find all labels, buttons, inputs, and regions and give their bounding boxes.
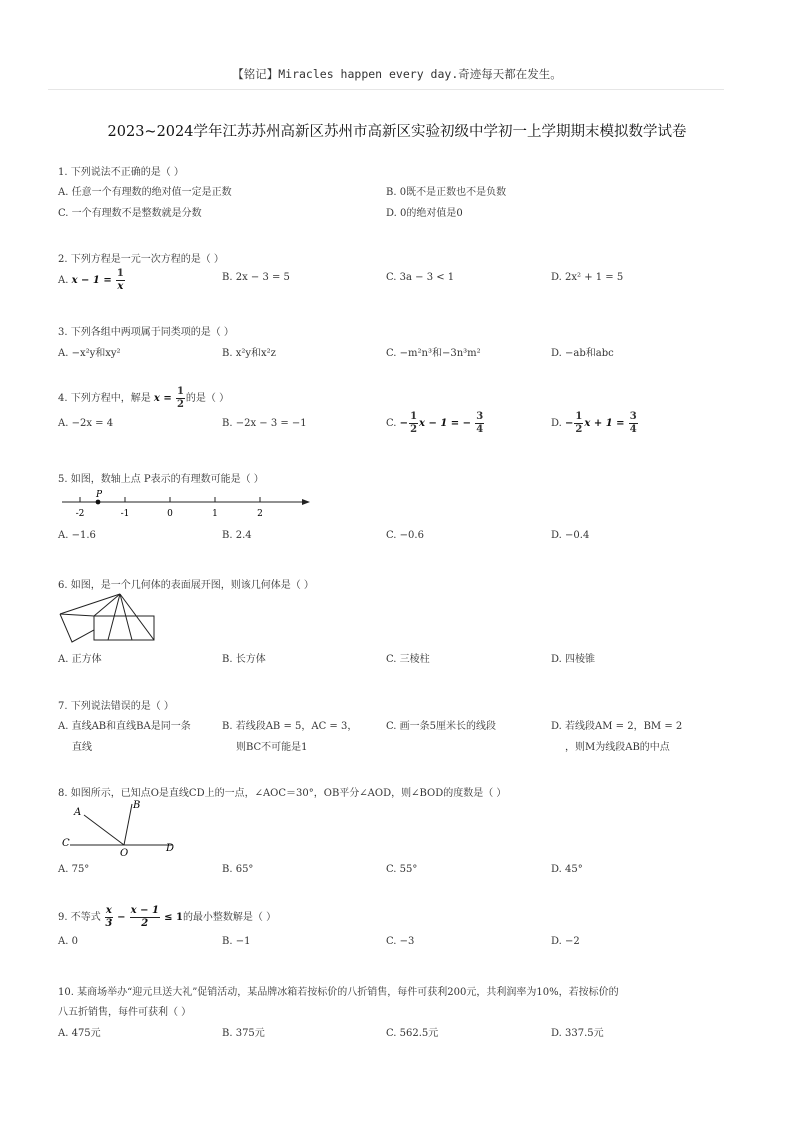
number-line-figure <box>58 488 318 520</box>
question-stem: 1. 下列说法不正确的是（ ） <box>58 167 184 178</box>
option-d[interactable] <box>551 412 639 435</box>
net-edge <box>108 594 120 640</box>
option-d[interactable]: D. 四棱锥 <box>551 654 596 665</box>
fraction <box>116 269 125 292</box>
option-d[interactable]: D. 45° <box>551 864 583 875</box>
equation-mid: x + 1 = <box>584 418 625 429</box>
option-a[interactable]: A. 0 <box>58 936 78 947</box>
option-b[interactable]: B. x²y和x²z <box>222 348 276 359</box>
equation-lhs: x − 1 = <box>71 275 112 286</box>
option-line: 直线 <box>72 742 92 753</box>
ray-ob <box>124 804 132 845</box>
label-a: A <box>74 807 82 818</box>
option-d[interactable]: D. 2x² + 1 = 5 <box>551 272 624 283</box>
ray-oa <box>84 815 124 845</box>
question-stem: 10. 某商场举办“迎元旦送大礼”促销活动，某品牌冰箱若按标价的八折销售，每件可获利200元，共利润率为10%，若按标价的 <box>58 987 619 998</box>
angle-figure <box>58 798 188 860</box>
label-b: B <box>133 800 141 811</box>
numerator: x − 1 <box>130 905 159 916</box>
question-stem: 2. 下列方程是一元一次方程的是（ ） <box>58 254 224 265</box>
question-8 <box>58 784 738 880</box>
option-a[interactable]: A. 475元 <box>58 1028 101 1039</box>
fraction <box>105 906 113 929</box>
fraction <box>176 387 185 410</box>
option-c[interactable]: C. −0.6 <box>386 530 424 541</box>
fraction <box>130 906 160 929</box>
option-line: B. 若线段AB = 5，AC = 3， <box>222 721 358 732</box>
option-c[interactable]: C. −m²n³和−3n³m² <box>386 348 481 359</box>
denominator: 4 <box>476 424 484 435</box>
option-line: D. 若线段AM = 2，BM = 2 <box>551 721 683 732</box>
option-b[interactable]: B. 长方体 <box>222 654 266 665</box>
net-triangle-1 <box>94 594 154 616</box>
label-d: D <box>166 843 175 854</box>
equation-mid: x − 1 = − <box>419 418 472 429</box>
number-line-tick-label: 0 <box>167 509 173 519</box>
option-c[interactable]: C. −3 <box>386 936 415 947</box>
option-b[interactable]: B. −1 <box>222 936 251 947</box>
option-line: A. 直线AB和直线BA是同一条 <box>58 721 191 732</box>
option-b[interactable] <box>222 717 357 753</box>
number-line-tick-label: 2 <box>257 509 263 519</box>
numerator: 1 <box>575 411 583 422</box>
denominator: x <box>117 281 124 292</box>
stem-text: 4. 下列方程中，解是 <box>58 393 151 404</box>
option-c[interactable] <box>386 412 485 435</box>
option-line: 则BC不可能是1 <box>236 742 308 753</box>
question-9 <box>58 906 738 950</box>
denominator: 2 <box>176 399 184 410</box>
question-5 <box>58 470 738 542</box>
question-stem: 6. 如图，是一个几何体的表面展开图，则该几何体是（ ） <box>58 580 314 591</box>
numerator: 3 <box>476 411 484 422</box>
question-3 <box>58 323 738 363</box>
option-line: ，则M为线段AB的中点 <box>565 742 670 753</box>
option-b[interactable]: B. −2x − 3 = −1 <box>222 418 307 429</box>
number-line-tick-label: -1 <box>120 509 130 519</box>
option-b[interactable]: B. 375元 <box>222 1028 265 1039</box>
point-p <box>96 500 101 505</box>
fraction <box>574 412 583 435</box>
option-b[interactable]: B. 65° <box>222 864 254 875</box>
net-edge <box>60 594 120 614</box>
option-a[interactable]: A. −x²y和xy² <box>58 348 121 359</box>
option-a[interactable]: A. −2x = 4 <box>58 418 114 429</box>
number-line-tick-label: -2 <box>75 509 85 519</box>
net-side-face <box>60 614 94 642</box>
option-d[interactable]: D. 337.5元 <box>551 1028 604 1039</box>
sign: − <box>399 418 409 429</box>
option-a[interactable]: A. 正方体 <box>58 654 102 665</box>
net-edge <box>94 594 120 616</box>
question-7 <box>58 697 738 753</box>
option-b[interactable]: B. 2x − 3 = 5 <box>222 272 290 283</box>
question-4 <box>58 387 738 443</box>
question-2 <box>58 250 738 300</box>
option-a[interactable]: A. 任意一个有理数的绝对值一定是正数 <box>58 187 232 198</box>
option-c[interactable]: C. 三棱柱 <box>386 654 430 665</box>
question-6 <box>58 576 738 666</box>
denominator: 4 <box>629 424 637 435</box>
numerator: 1 <box>176 386 184 397</box>
operator: − <box>117 912 126 923</box>
option-c[interactable]: C. 一个有理数不是整数就是分数 <box>58 208 202 219</box>
numerator: x <box>105 905 112 916</box>
question-stem: 8. 如图所示，已知点O是直线CD上的一点，∠AOC＝30°，OB平分∠AOD，则∠BOD的度数是（ ） <box>58 788 507 799</box>
question-stem-line2: 八五折销售，每件可获利（ ） <box>58 1007 192 1018</box>
option-d[interactable]: D. −ab和abc <box>551 348 614 359</box>
option-d[interactable]: D. −2 <box>551 936 580 947</box>
fraction <box>409 412 418 435</box>
motto-banner: 【铭记】Miracles happen every day.奇迹每天都在发生。 <box>232 67 562 81</box>
option-c[interactable]: C. 3a − 3 < 1 <box>386 272 455 283</box>
option-label: A. <box>58 275 69 286</box>
numerator: 3 <box>629 411 637 422</box>
question-1 <box>58 163 738 223</box>
label-c: C <box>62 838 70 849</box>
denominator: 2 <box>575 424 583 435</box>
question-stem: 7. 下列说法错误的是（ ） <box>58 701 174 712</box>
option-a[interactable] <box>58 717 191 753</box>
option-label: C. <box>386 418 397 429</box>
number-line-tick-label: 1 <box>212 509 218 519</box>
header-divider <box>48 89 724 90</box>
numerator: 1 <box>116 268 124 279</box>
option-d[interactable]: D. −0.4 <box>551 530 590 541</box>
denominator: 3 <box>105 918 113 929</box>
option-a[interactable] <box>58 269 126 292</box>
question-stem: 3. 下列各组中两项属于同类项的是（ ） <box>58 327 234 338</box>
net-figure <box>58 592 168 652</box>
option-c[interactable]: C. 55° <box>386 864 418 875</box>
option-b[interactable]: B. 2.4 <box>222 530 252 541</box>
option-a[interactable]: A. −1.6 <box>58 530 96 541</box>
sign: − <box>565 418 574 429</box>
denominator: 2 <box>410 424 418 435</box>
stem-text: 9. 不等式 <box>58 912 101 923</box>
arrowhead <box>302 499 310 505</box>
stem-text: 的是（ ） <box>185 393 230 404</box>
option-c[interactable]: C. 画一条5厘米长的线段 <box>386 721 497 732</box>
stem-variable: x = <box>153 393 172 404</box>
inequality-rhs: ≤ 1 <box>164 912 183 923</box>
label-o: O <box>120 848 129 859</box>
question-stem: 5. 如图，数轴上点 P表示的有理数可能是（ ） <box>58 474 264 485</box>
question-10 <box>58 983 738 1039</box>
question-stem <box>58 906 276 929</box>
net-edge <box>120 594 132 640</box>
denominator: 2 <box>141 918 149 929</box>
numerator: 1 <box>410 411 418 422</box>
option-b[interactable]: B. 0既不是正数也不是负数 <box>386 187 507 198</box>
fraction <box>475 412 484 435</box>
stem-text: 的最小整数解是（ ） <box>182 912 277 923</box>
net-edge <box>120 594 154 640</box>
option-a[interactable]: A. 75° <box>58 864 90 875</box>
question-stem <box>58 387 229 410</box>
option-label: D. <box>551 418 562 429</box>
exam-title: 2023~2024学年江苏苏州高新区苏州市高新区实验初级中学初一上学期期末模拟数学试卷 <box>107 124 687 140</box>
net-edge <box>60 614 94 616</box>
fraction <box>629 412 638 435</box>
point-p-label: P <box>96 490 103 500</box>
option-c[interactable]: C. 562.5元 <box>386 1028 439 1039</box>
option-d[interactable] <box>551 717 682 753</box>
option-d[interactable]: D. 0的绝对值是0 <box>386 208 463 219</box>
